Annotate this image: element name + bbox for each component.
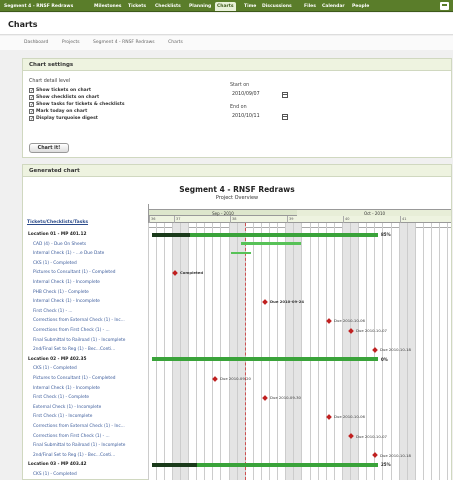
day-gridline bbox=[334, 223, 335, 480]
task-row-label[interactable]: CKS (1) - Completed bbox=[33, 366, 77, 372]
milestone-label: Due 2010-09-30 bbox=[270, 395, 301, 401]
weekend-shade bbox=[180, 223, 188, 480]
top-nav bbox=[0, 0, 453, 12]
tab-discussions[interactable]: Discussions bbox=[262, 4, 292, 9]
week-label: 37 bbox=[174, 216, 230, 223]
task-row-label[interactable]: First Check (1) - Complete bbox=[33, 395, 90, 401]
detail-level-label: Chart detail level bbox=[29, 79, 71, 84]
day-gridline bbox=[326, 223, 327, 480]
tab-tickets[interactable]: Tickets bbox=[128, 4, 147, 9]
day-gridline bbox=[350, 223, 351, 480]
day-gridline bbox=[196, 223, 197, 480]
percent-label: 0% bbox=[381, 356, 388, 362]
task-row-label[interactable]: Internal Check (1) - ...e Due Date bbox=[33, 251, 105, 257]
progress-bar[interactable] bbox=[152, 357, 378, 361]
breadcrumb-projects[interactable]: Projects bbox=[61, 40, 80, 45]
day-gridline bbox=[423, 223, 424, 480]
milestone-diamond[interactable] bbox=[326, 414, 332, 420]
location-row-label[interactable]: Location 01 - MP 401.12 bbox=[28, 232, 87, 237]
checkbox-checked-icon[interactable] bbox=[29, 109, 34, 114]
gantt-left-header[interactable]: Tickets/Checklists/Tasks bbox=[27, 220, 89, 225]
task-row-label[interactable]: Corrections from External Check (1) - Inc... bbox=[33, 424, 125, 429]
day-gridline bbox=[366, 223, 367, 480]
display-digest-checkbox[interactable]: ✓ Display turquoise digest bbox=[29, 115, 125, 122]
day-gridline bbox=[277, 223, 278, 480]
task-row-label[interactable]: Internal Check (1) - Incomplete bbox=[33, 299, 100, 305]
breadcrumb-charts: Charts bbox=[168, 40, 183, 45]
milestone-label: Due 2010-10-06 bbox=[334, 414, 365, 420]
milestone-diamond[interactable] bbox=[326, 318, 332, 324]
printer-icon[interactable] bbox=[440, 2, 449, 10]
milestone-label: Due 2010-10-07 bbox=[356, 433, 387, 439]
generated-chart-panel bbox=[22, 164, 452, 480]
task-row-label[interactable]: Internal Check (1) - Incomplete bbox=[33, 385, 100, 391]
day-gridline bbox=[310, 223, 311, 480]
task-row-label[interactable]: Corrections from First Check (1) - ... bbox=[33, 328, 110, 333]
gantt-timeline bbox=[148, 204, 451, 480]
weekend-shade bbox=[285, 223, 293, 480]
day-gridline bbox=[220, 223, 221, 480]
breadcrumb bbox=[0, 36, 453, 50]
task-row-label[interactable]: CKS (1) - Completed bbox=[33, 472, 77, 477]
task-row-label[interactable]: Pictures to Consultant (1) - Completed bbox=[33, 376, 116, 381]
milestone-label: Due 2010-10-18 bbox=[380, 452, 411, 458]
chart-title: Segment 4 - RNSF Redraws bbox=[179, 185, 295, 194]
checkbox-checked-icon[interactable] bbox=[29, 102, 34, 107]
milestone-label: Due 2010-09-24 bbox=[270, 299, 305, 305]
day-gridline bbox=[204, 223, 205, 480]
day-gridline bbox=[358, 223, 359, 480]
day-gridline bbox=[164, 223, 165, 480]
milestone-label: Due 2010-10-18 bbox=[380, 347, 411, 353]
gantt-weeks bbox=[149, 216, 451, 223]
tab-time[interactable]: Time bbox=[244, 4, 257, 9]
day-gridline bbox=[439, 223, 440, 480]
tab-calendar[interactable]: Calendar bbox=[322, 4, 345, 9]
tab-planning[interactable]: Planning bbox=[189, 4, 212, 9]
task-row-label[interactable]: 2nd/Final Set to Reg (1) - Bec...Conti... bbox=[33, 452, 116, 458]
tab-charts[interactable]: Charts bbox=[217, 4, 234, 9]
task-row-label[interactable]: First Check (1) - Incomplete bbox=[33, 414, 93, 420]
tab-people[interactable]: People bbox=[352, 4, 370, 9]
day-gridline bbox=[237, 223, 238, 480]
breadcrumb-dashboard[interactable]: Dashboard bbox=[24, 40, 49, 45]
task-row-label[interactable]: First Check (1) - ... bbox=[33, 308, 73, 314]
end-on-label: End on bbox=[230, 105, 247, 110]
tab-checklists[interactable]: Checklists bbox=[155, 4, 181, 9]
day-gridline bbox=[318, 223, 319, 480]
day-gridline bbox=[301, 223, 302, 480]
task-bar[interactable] bbox=[231, 252, 251, 255]
week-label: 40 bbox=[343, 216, 400, 223]
task-row-label[interactable]: CKS (1) - Completed bbox=[33, 260, 77, 266]
weekend-shade bbox=[172, 223, 180, 480]
day-gridline bbox=[415, 223, 416, 480]
checkbox-checked-icon[interactable] bbox=[29, 95, 34, 100]
milestone-diamond[interactable] bbox=[262, 395, 268, 401]
generated-chart-heading: Generated chart bbox=[23, 165, 451, 177]
start-on-label: Start on bbox=[230, 83, 250, 88]
tab-milestones[interactable]: Milestones bbox=[94, 4, 122, 9]
milestone-label: Due 2010-10-06 bbox=[334, 318, 365, 324]
day-gridline bbox=[212, 223, 213, 480]
day-gridline bbox=[261, 223, 262, 480]
day-gridline bbox=[156, 223, 157, 480]
gantt-chart bbox=[25, 204, 451, 480]
percent-label: 25% bbox=[381, 462, 391, 468]
show-tickets-checkbox[interactable]: ✓ Show tickets on chart bbox=[29, 87, 125, 94]
task-row-label[interactable]: Corrections from External Check (1) - Inc... bbox=[33, 318, 125, 324]
breadcrumb-project[interactable]: Segment 4 - RNSF Redraws bbox=[93, 40, 155, 45]
progress-bar-done[interactable] bbox=[152, 463, 197, 467]
milestone-diamond[interactable] bbox=[372, 347, 378, 353]
progress-bar-done[interactable] bbox=[152, 233, 190, 237]
day-gridline bbox=[148, 223, 149, 480]
chart-settings-panel bbox=[22, 58, 452, 158]
day-gridline bbox=[188, 223, 189, 480]
checkbox-checked-icon[interactable] bbox=[29, 116, 34, 121]
week-label: 39 bbox=[287, 216, 343, 223]
task-row-label[interactable]: 2nd/Final Set to Reg (1) - Bec...Conti... bbox=[33, 347, 116, 353]
day-gridline bbox=[269, 223, 270, 480]
month-oct: Oct - 2010 bbox=[297, 210, 451, 217]
milestone-diamond[interactable] bbox=[372, 452, 378, 458]
week-label: 36 bbox=[149, 216, 174, 223]
chart-subtitle: Project Overview bbox=[215, 195, 259, 201]
week-label: 38 bbox=[230, 216, 287, 223]
day-gridline bbox=[431, 223, 432, 480]
chart-it-button[interactable]: Chart it! bbox=[29, 143, 69, 153]
weekend-shade bbox=[237, 223, 245, 480]
show-checklists-checkbox[interactable]: ✓ Show checklists on chart bbox=[29, 94, 125, 101]
task-row-label[interactable]: Pictures to Consultant (1) - Completed bbox=[33, 270, 116, 276]
task-row-label[interactable]: CAD (4) - Due On Sheets bbox=[33, 241, 87, 247]
task-bar[interactable] bbox=[241, 242, 301, 245]
weekend-shade bbox=[342, 223, 350, 480]
task-row-label[interactable]: Final Submittal to Railroad (1) - Incomplete bbox=[33, 337, 126, 343]
day-gridline bbox=[285, 223, 286, 480]
milestone-label: Due 2010-09-20 bbox=[220, 376, 251, 381]
checkbox-checked-icon[interactable] bbox=[29, 88, 34, 93]
day-gridline bbox=[447, 223, 448, 480]
milestone-diamond[interactable] bbox=[262, 299, 268, 305]
location-row-label[interactable]: Location 03 - MP 403.42 bbox=[28, 462, 87, 468]
day-gridline bbox=[293, 223, 294, 480]
day-gridline bbox=[229, 223, 230, 480]
chart-settings-heading: Chart settings bbox=[23, 59, 451, 71]
task-row-label[interactable]: Final Submittal to Railroad (1) - Incomplete bbox=[33, 443, 126, 449]
task-row-label[interactable]: PHB Check (1) - Complete bbox=[33, 289, 89, 295]
day-gridline bbox=[172, 223, 173, 480]
task-row-label[interactable]: Corrections from First Check (1) - ... bbox=[33, 433, 110, 439]
project-name[interactable]: Segment 4 - RNSF Redraws bbox=[4, 4, 74, 9]
calendar-icon[interactable] bbox=[282, 114, 288, 120]
milestone-label: Due 2010-10-07 bbox=[356, 328, 387, 333]
weekend-shade bbox=[293, 223, 301, 480]
day-gridline bbox=[180, 223, 181, 480]
mark-today-checkbox[interactable]: ✓ Mark today on chart bbox=[29, 108, 125, 115]
end-date-input[interactable]: 2010/10/11 bbox=[230, 113, 272, 121]
percent-label: 85% bbox=[381, 232, 391, 237]
gantt-months bbox=[149, 209, 451, 216]
day-gridline bbox=[253, 223, 254, 480]
milestone-label: Completed bbox=[180, 270, 204, 276]
start-date-input[interactable]: 2010/09/07 bbox=[230, 91, 272, 99]
today-marker bbox=[245, 223, 246, 480]
week-label: 41 bbox=[400, 216, 451, 223]
task-row-label[interactable]: External Check (1) - Incomplete bbox=[33, 404, 102, 410]
tab-files[interactable]: Files bbox=[304, 4, 316, 9]
day-gridline bbox=[342, 223, 343, 480]
location-row-label[interactable]: Location 02 - MP 402.35 bbox=[28, 356, 87, 362]
gantt-row-labels bbox=[25, 204, 147, 480]
page-title: Charts bbox=[0, 13, 453, 35]
milestone-diamond[interactable] bbox=[212, 376, 218, 382]
calendar-icon[interactable] bbox=[282, 92, 288, 98]
month-sep: Sep - 2010 bbox=[212, 211, 234, 216]
task-row-label[interactable]: Internal Check (1) - Incomplete bbox=[33, 280, 100, 285]
weekend-shade bbox=[350, 223, 358, 480]
weekend-shade bbox=[229, 223, 237, 480]
show-tasks-checkbox[interactable]: ✓ Show tasks for tickets & checklists bbox=[29, 101, 125, 108]
